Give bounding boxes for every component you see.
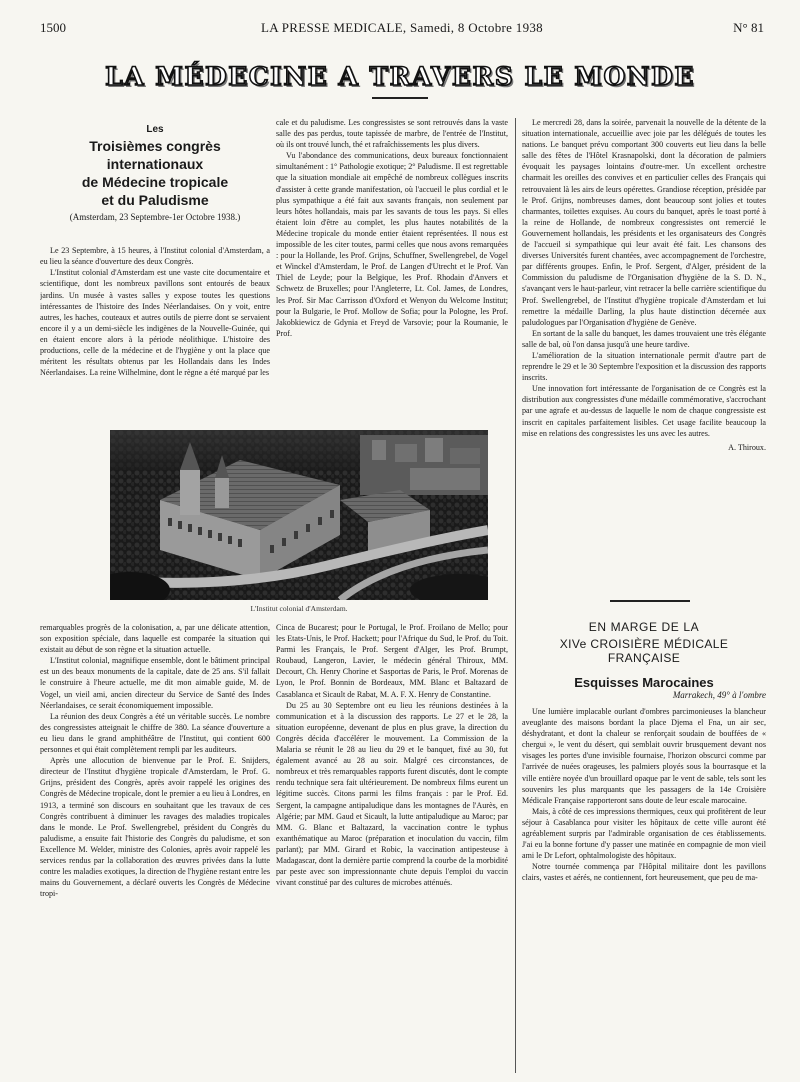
- paragraph: Vu l'abondance des communications, deux bureaux fonctionnaient simultanément : 1° Pathologie exotique; 2° Paludisme. Il est regrettable que la situation mondiale ait empêché de nombreux collègues inscrits d'assister à cette grande manifestation, où l'accueil le plus cordial et le plus sympathique a été fait aux savants français, non seulement par leurs hôtes hollandais, mais par les savants de tous les pays. Si elles étaient loin d'être au complet, les plus hautes notabilités de la Médecine tropicale du monde entier étaient représentées. Il nous est impossible de les citer toutes, parmi celles que nous avons remarquées : pour la Hollande, les Prof. Grijns, Schuffner, Swellengrebel, de Vogel et Winckel d'Amsterdam, le Prof. de Langen d'Utrecht et le Prof. Van Thiel de Leyde; pour la Belgique, les Prof. Rhodain d'Anvers et Schwetz de Bruxelles; pour l'Angleterre, Lt. Col. James, de Londres, les Prof. Sir Mac Carrisson d'Oxford et Wenyon du Welcome Institut; pour la Bulgarie, le Prof. Mollow de Sofia; pour la Pologne, les Prof. Jakobkiewicz de Gdynia et Freyd de Varsovie; pour la Roumanie, le Prof.: [276, 151, 508, 338]
- article-kicker: Les: [146, 124, 164, 135]
- issue-number: N° 81: [733, 20, 764, 35]
- sidebar-title: Esquisses Marocaines: [574, 675, 714, 690]
- paragraph: Une innovation fort intéressante de l'organisation de ce Congrès est la distribution aux congressistes d'une médaille commémorative, s'accrochant par une agrafe et au-dessus de laquelle le nom de chaque congressiste est inscrit en capitales parfaitement lisibles. Cet usage facilite beaucoup la mise en relations des congressistes les uns avec les autres.: [522, 384, 766, 438]
- article-location: (Amsterdam, 23 Septembre-1er Octobre 1938.): [69, 212, 241, 223]
- paragraph: Après une allocution de bienvenue par le Prof. E. Snijders, directeur de l'Institut d'hygiène tropicale d'Amsterdam, le Prof. G. Grijns, président des Congrès, après avoir rappelé les origines des Congrès de Médecine tropicale, dont le premier a eu lieu à Londres, en 1913, a terminé son discours en souhaitant que les travaux de ces Congrès contribuent à diminuer les ravages des maladies tropicales dans le monde. Le Prof. Swellengrebel, président du Congrès du paludisme, a ensuite fait l'historie des Congrès du paludisme, et son Excellence M. Welder, ministre des Colonies, après avoir rappelé les services rendus par la collaboration des œuvres privées dans la lutte contre les maladies exotiques, la direction de l'hygiène restant entre les mains du Gouvernement, a déclaré ouverts les Congrès de Médecine tropi-: [40, 756, 270, 899]
- section-separator: [610, 600, 690, 602]
- column-2-bottom: [276, 622, 508, 1062]
- page-number: 1500: [40, 20, 66, 35]
- sidebar-heading-line: XIVe CROISIÈRE MÉDICALE FRANÇAISE: [559, 637, 729, 665]
- paragraph: La réunion des deux Congrès a été un véritable succès. Le nombre des congressistes atteignait le chiffre de 380. La séance d'ouverture a eu lieu dans le grand amphithéâtre de l'Institut, qui contient 600 personnes et qui était complètement rempli par les auditeurs.: [40, 711, 270, 755]
- column-1-top: [40, 124, 270, 424]
- paragraph: cale et du paludisme. Les congressistes se sont retrouvés dans la vaste salle des pas perdus, toute tapissée de marbre, de l'entrée de l'Institut, où ils ont trouvé lunch, thé et rafraîchissements les plus divers.: [276, 118, 508, 150]
- column-3: [522, 117, 766, 597]
- journal-date: LA PRESSE MEDICALE, Samedi, 8 Octobre 1938: [261, 20, 543, 35]
- paragraph: remarquables progrès de la colonisation, a, par une délicate attention, son exposition spéciale, dans laquelle est comparée la situation qui existait au début de son règne et la situation actuelle.: [40, 623, 270, 655]
- paragraph: Du 25 au 30 Septembre ont eu lieu les réunions destinées à la communication et à la discussion des rapports. Le 27 et le 28, la situation européenne, devenant de plus en plus grave, la direction du Congrès décida d'accélérer le mouvement. La Commission de la Malaria se réunit le 28 au lieu du 29 et le banquet, fixé au 30, fut également avancé au 28 au soir. Malgré ces circonstances, de nombreux et très remarquables rapports furent discutés, dont le compte rendu technique sera fait ultérieurement. De nombreux films eurent un légitime succès. Citons parmi les films français : par le Prof. Ed. Sergent, la campagne antipaludique dans les montagnes de l'Aurès, en Algérie; par MM. Gaud et Sicault, la lutte antipaludique au Maroc; par MM. G. Blanc et Baltazard, la vaccination contre le typhus exanthématique au Maroc (préparation et inoculation du vaccin, film parlant); par MM. Girard et Robic, la vaccination antipesteuse à Madagascar, dont la dernière partie comprend la courbe de la morbidité par peste avec son impressionnante chute depuis l'emploi du vaccin vivant constitué par des cultures de microbes atténués.: [276, 700, 508, 888]
- paragraph: Notre tournée commença par l'Hôpital militaire dont les pavillons clairs, vastes et aérés, ne contiennent, fort heureusement, que peu de ma-: [522, 862, 766, 883]
- paragraph: L'Institut colonial d'Amsterdam est une vaste cite documentaire et scientifique, dont les nombreux pavillons sont entourés de beaux jardins. Un musée à vastes salles y expose toutes les questions intéressantes de l'histoire des Indes Néerlandaises. On y voit, entre autres, les haches, couteaux et autres outils de pierre dont se servaient encore il y a un demi-siècle les indigènes de la Nouvelle-Guinée, qui en étaient encore alors à la période néolithique. L'histoire des productions, celle de la médecine et de l'hygiène y ont la place que méritent les résultats obtenus par les Hollandais dans les Indes Néerlandaises. La reine Wilhelmine, dont le règne a été marqué par les: [40, 268, 270, 378]
- sidebar-heading-line: EN MARGE DE LA: [588, 620, 700, 634]
- article-title-line: de Médecine tropicale: [81, 174, 229, 191]
- paragraph: Le mercredi 28, dans la soirée, parvenait la nouvelle de la détente de la situation internationale, accueillie avec joie par les délégués de toutes les nations. Le banquet prévu comportant 300 couverts eut lieu dans la belle salle des fêtes de l'Hôtel Krasnapolski, dont la décoration de palmiers évoquait les paysages lointains d'outre-mer. Un excellent orchestre charmait les oreilles des convives et en particulier celles des Français qui retrouvaient là les airs de leurs opérettes. Grandiose réception, présidée par le Prof. Grijns, nombreuses dames, dont beaucoup sont jolies et toutes charmantes, toilettes exquises. Au cours du banquet, après le toast porté à la reine de Hollande, de nombreux congressistes ont remercié le Gouvernement hollandais, les présidents et les organisateurs des Congrès de l'accueil si sympathique qui leur avait été fait. Les chansons des diverses Universités furent chantées, avec accompagnement de l'orchestre, par différents groupes. Enfin, le Prof. Sergent, d'Alger, président de la Commission du paludisme de l'Organisation d'hygiène de la S. D. N., s'avançant vers le haut-parleur, vint retracer la belle carrière scientifique du Prof. Swellengrebel, de l'Institut d'hygiène tropicale d'Amsterdam et lui remettre la médaille Darling, la plus haute distinction décernée aux paludologues par l'Organisation d'hygiène de Genève.: [522, 118, 766, 327]
- paragraph: Le 23 Septembre, à 15 heures, à l'Institut colonial d'Amsterdam, a eu lieu la séance d'ouverture des deux Congrès.: [40, 246, 270, 267]
- article-title-line: Troisièmes congrès internationaux: [89, 138, 221, 173]
- section-banner: LA MÉDECINE A TRAVERS LE MONDE: [105, 62, 695, 91]
- paragraph: L'amélioration de la situation internationale permit d'autre part de reprendre le 29 et le 30 Septembre l'exposition et la discussion des rapports inscrits.: [522, 350, 766, 383]
- sidebar-body: [522, 706, 766, 1076]
- article-title-line: et du Paludisme: [101, 192, 209, 209]
- banner-rule: [372, 97, 428, 99]
- column-1-bottom: [40, 622, 270, 1062]
- paragraph: Cinca de Bucarest; pour le Portugal, le Prof. Froilano de Mello; pour les Etats-Unis, le Prof. Hackett; pour l'Afrique du Sud, le Prof. du Toit. Parmi les Français, le Prof. Sergent d'Alger, les Prof. Brumpt, Roubaud, Langeron, Lavier, le médecin général Thiroux, MM. Decourt, Ch. Henry Chorine et Sasportas de Paris, le Prof. Morenas de Lyon, le Prof. Bonnin de Bordeaux, MM. Blanc et Baltazard de Casablanca et Sicault de Rabat, M. A. F. X. Henry de Constantine.: [276, 623, 508, 699]
- column-2-top: [276, 117, 508, 424]
- article-signature: A. Thiroux.: [728, 442, 766, 452]
- institute-photo: [110, 430, 488, 600]
- aerial-photo-image: [110, 430, 488, 600]
- article-heading: [40, 124, 270, 223]
- sidebar-heading: [522, 620, 766, 690]
- paragraph: Une lumière implacable ourlant d'ombres parcimonieuses la blancheur aveuglante des maisons bordant la place Djema el Fna, un air sec, déshydratant, et dont la chaleur se renforçait soudain de bouffées de « chergui », le vent du désert, qui semblait ouvrir brusquement devant nos visages les portes d'une invisible fournaise, l'horizon obscurci comme par l'arrivée de nuées orageuses, les palmiers ployés sous la bourrasque et la ville entière noyée d'un brouillard opaque par le vent de sable, tels sont les souvenirs les plus marquants que les passagers de la 14e Croisière Médicale Française rapporteront sans doute de leur escale marocaine.: [522, 707, 766, 805]
- photo-caption: L'Institut colonial d'Amsterdam.: [250, 604, 348, 613]
- paragraph: L'Institut colonial, magnifique ensemble, dont le bâtiment principal est un des beaux monuments de la capitale, date de 25 ans. S'il fallait le construire à l'heure actuelle, me dit mon aimable guide, M. de Vogel, un vieil ami, ancien directeur du Service de Santé des Indes Néerlandaises, ce serait économiquement impossible.: [40, 656, 270, 710]
- column-divider: [515, 118, 516, 1073]
- sidebar-dateline: Marrakech, 49° à l'ombre: [672, 690, 766, 700]
- paragraph: En sortant de la salle du banquet, les dames trouvaient une très élégante salle de bal, où l'on dansa jusqu'à une heure tardive.: [522, 328, 766, 349]
- running-header: [40, 20, 764, 38]
- paragraph: Mais, à côté de ces impressions thermiques, ceux qui profitèrent de leur séjour à Casablanca pour visiter les hôpitaux de cette ville auront été agréablement surpris par l'admirable organisation de ces établissements. J'ai eu la bonne fortune d'y passer une matinée en compagnie de mon vieil ami le Dr Lefort, ophtalmologiste des hôpitaux.: [522, 806, 766, 861]
